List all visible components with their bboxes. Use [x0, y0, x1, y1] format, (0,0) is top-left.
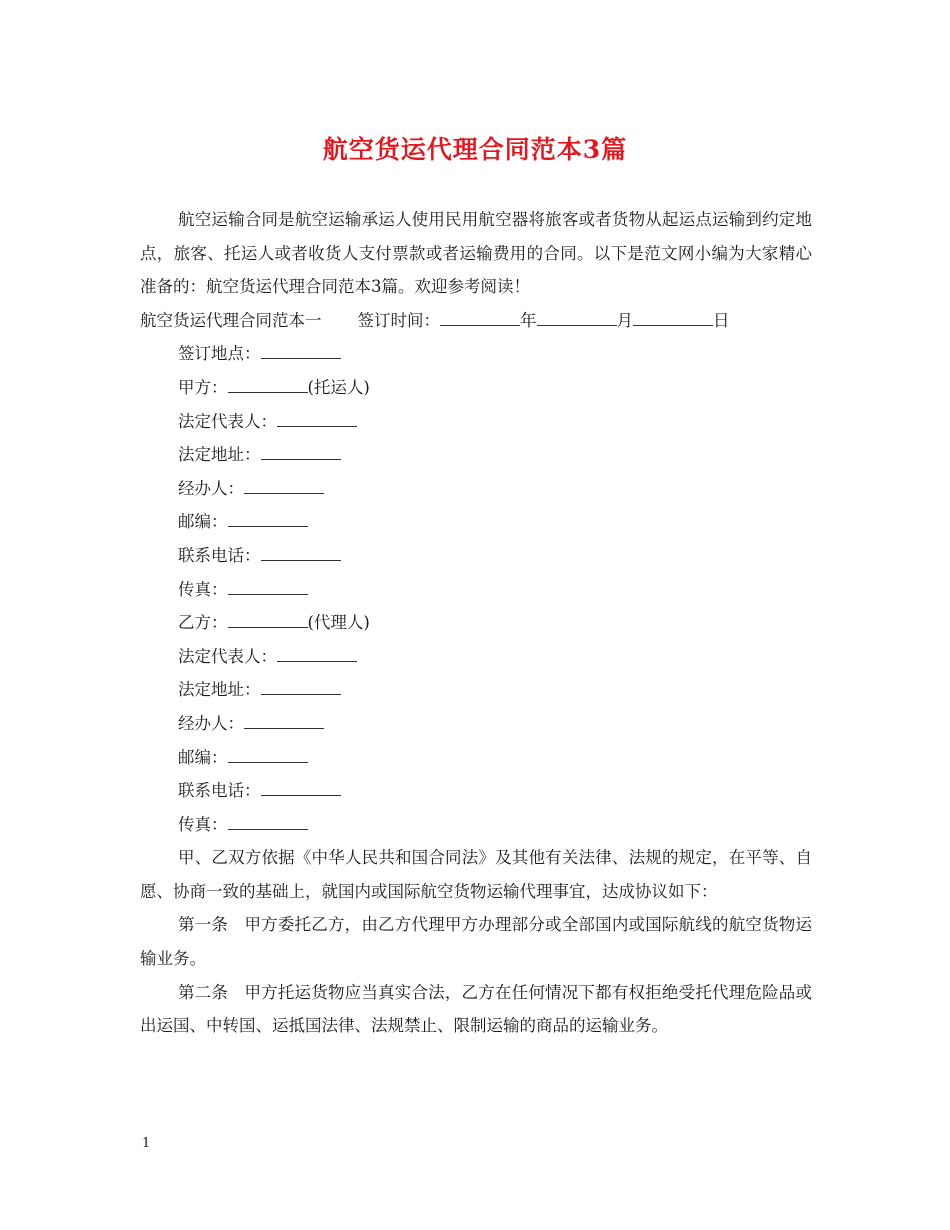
blank-line	[277, 647, 357, 662]
blank-line	[228, 748, 308, 763]
sign-time-label: 签订时间：	[357, 310, 440, 330]
party-a-field	[140, 405, 812, 439]
article-number: 第二条	[178, 982, 229, 1002]
article-text: 甲方委托乙方，由乙方代理甲方办理部分或全部国内或国际航线的航空货物运输业务。	[140, 915, 813, 969]
blank-line	[277, 412, 357, 427]
party-b-field	[140, 673, 812, 707]
party-a-field	[140, 539, 812, 573]
article-number: 第一条	[178, 915, 229, 935]
blank-line	[228, 378, 308, 393]
document-title: 航空货运代理合同范本3篇	[322, 135, 628, 164]
blank-line	[261, 344, 341, 359]
blank-line	[261, 546, 341, 561]
blank-line	[261, 781, 341, 796]
sign-place-line	[140, 337, 812, 371]
field-label: 传真：	[178, 814, 228, 834]
field-label: 法定地址：	[178, 445, 261, 465]
year-label: 年	[520, 310, 537, 330]
party-b-line	[140, 606, 812, 640]
party-b-field	[140, 774, 812, 808]
sample-heading-line	[140, 304, 812, 338]
page-number: 1	[142, 1136, 151, 1151]
blank-line	[228, 815, 308, 830]
party-b-field	[140, 808, 812, 842]
party-a-role: (托运人)	[307, 377, 370, 397]
field-label: 法定地址：	[178, 680, 261, 700]
party-a-field	[140, 472, 812, 506]
blank-line	[244, 714, 324, 729]
blank-line	[537, 311, 617, 326]
blank-line	[633, 311, 713, 326]
day-label: 日	[713, 310, 730, 330]
field-label: 经办人：	[178, 713, 244, 733]
agreement-paragraph: 甲、乙双方依据《中华人民共和国合同法》及其他有关法律、法规的规定，在平等、自愿、协商一致的基础上，就国内或国际航空货物运输代理事宜，达成协议如下：	[140, 848, 812, 901]
party-b-field	[140, 741, 812, 775]
sample-heading: 航空货运代理合同范本一	[140, 310, 322, 330]
sign-place-label: 签订地点：	[178, 344, 261, 364]
article-paragraph	[140, 976, 812, 1043]
party-b-role: (代理人)	[307, 613, 370, 633]
blank-line	[228, 580, 308, 595]
party-a-field	[140, 573, 812, 607]
field-label: 联系电话：	[178, 781, 261, 801]
article-text: 甲方托运货物应当真实合法，乙方在任何情况下都有权拒绝受托代理危险品或出运国、中转国、运抵国法律、法规禁止、限制运输的商品的运输业务。	[140, 982, 813, 1036]
blank-line	[228, 512, 308, 527]
blank-line	[261, 445, 341, 460]
field-label: 邮编：	[178, 512, 228, 532]
blank-line	[440, 311, 520, 326]
field-label: 经办人：	[178, 478, 244, 498]
field-label: 邮编：	[178, 747, 228, 767]
party-b-field	[140, 707, 812, 741]
field-label: 传真：	[178, 579, 228, 599]
field-label: 法定代表人：	[178, 646, 277, 666]
party-a-field	[140, 438, 812, 472]
party-a-field	[140, 505, 812, 539]
intro-paragraph: 航空运输合同是航空运输承运人使用民用航空器将旅客或者货物从起运点运输到约定地点，旅客、托运人或者收货人支付票款或者运输费用的合同。以下是范文网小编为大家精心准备的：航空货运代理合同范本3篇。欢迎参考阅读！	[140, 210, 812, 297]
blank-line	[228, 613, 308, 628]
blank-line	[244, 479, 324, 494]
month-label: 月	[616, 310, 633, 330]
party-b-label: 乙方：	[178, 613, 228, 633]
party-a-label: 甲方：	[178, 377, 228, 397]
blank-line	[261, 680, 341, 695]
party-b-field	[140, 640, 812, 674]
field-label: 法定代表人：	[178, 411, 277, 431]
document-body	[140, 203, 812, 1043]
article-paragraph	[140, 908, 812, 975]
party-a-line	[140, 371, 812, 405]
field-label: 联系电话：	[178, 545, 261, 565]
